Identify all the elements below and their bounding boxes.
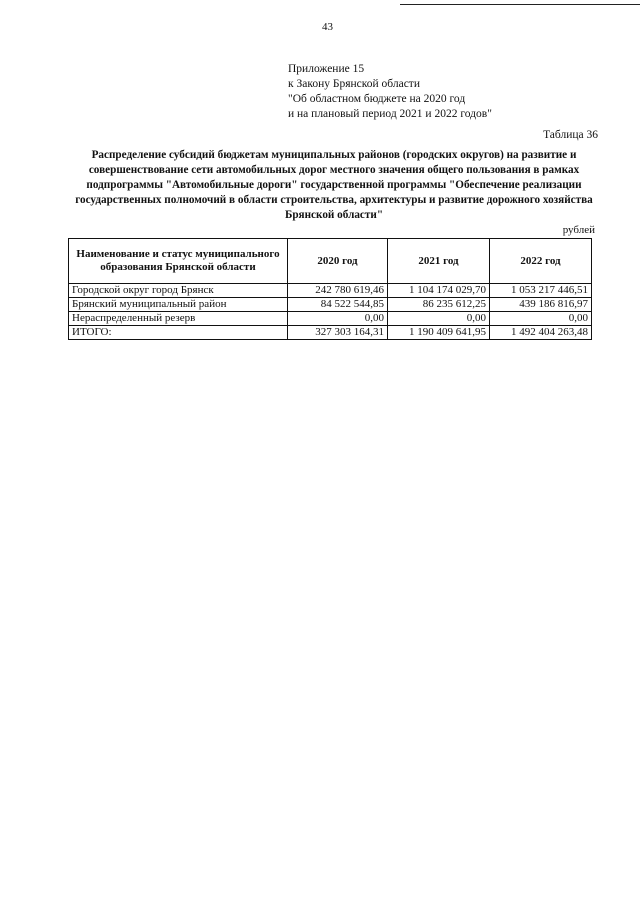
- table-cell: 0,00: [288, 312, 388, 326]
- table-cell: Городской округ город Брянск: [69, 284, 288, 298]
- column-header: 2022 год: [490, 239, 592, 284]
- table-cell: 1 104 174 029,70: [388, 284, 490, 298]
- table-number: Таблица 36: [543, 129, 598, 141]
- table-cell: 0,00: [490, 312, 592, 326]
- appendix-line: к Закону Брянской области: [288, 78, 420, 90]
- table-total-row: [69, 326, 592, 340]
- subsidies-table: [68, 238, 592, 340]
- table-cell: Нераспределенный резерв: [69, 312, 288, 326]
- appendix-block: [288, 62, 492, 122]
- page-number: 43: [322, 21, 333, 33]
- table-cell: Брянский муниципальный район: [69, 298, 288, 312]
- table-cell: 0,00: [388, 312, 490, 326]
- table-header-row: [69, 239, 592, 284]
- units-label: рублей: [562, 224, 595, 236]
- table-cell: 1 190 409 641,95: [388, 326, 490, 340]
- appendix-line: "Об областном бюджете на 2020 год: [288, 93, 466, 105]
- top-rule: [400, 4, 640, 5]
- table-cell: 1 053 217 446,51: [490, 284, 592, 298]
- table-row: [69, 312, 592, 326]
- appendix-line: и на плановый период 2021 и 2022 годов": [288, 108, 492, 120]
- column-header: Наименование и статус муниципального образования Брянской области: [69, 239, 288, 284]
- table-row: [69, 298, 592, 312]
- column-header: 2021 год: [388, 239, 490, 284]
- document-title: Распределение субсидий бюджетам муниципальных районов (городских округов) на развитие и совершенствование сети автомобильных дорог местного значения общего пользования в рамках подпрограммы "Автомобильные дороги" государственной программы "Обеспечение реализации государственных полномочий в области строительства, архитектуры и развитие дорожного хозяйства Брянской области": [75, 149, 593, 221]
- table-cell: 86 235 612,25: [388, 298, 490, 312]
- table-cell: 327 303 164,31: [288, 326, 388, 340]
- table-cell: 439 186 816,97: [490, 298, 592, 312]
- table-row: [69, 284, 592, 298]
- table-cell: 84 522 544,85: [288, 298, 388, 312]
- appendix-line: Приложение 15: [288, 63, 365, 75]
- column-header: 2020 год: [288, 239, 388, 284]
- table-cell: 242 780 619,46: [288, 284, 388, 298]
- table-cell: ИТОГО:: [69, 326, 288, 340]
- table-cell: 1 492 404 263,48: [490, 326, 592, 340]
